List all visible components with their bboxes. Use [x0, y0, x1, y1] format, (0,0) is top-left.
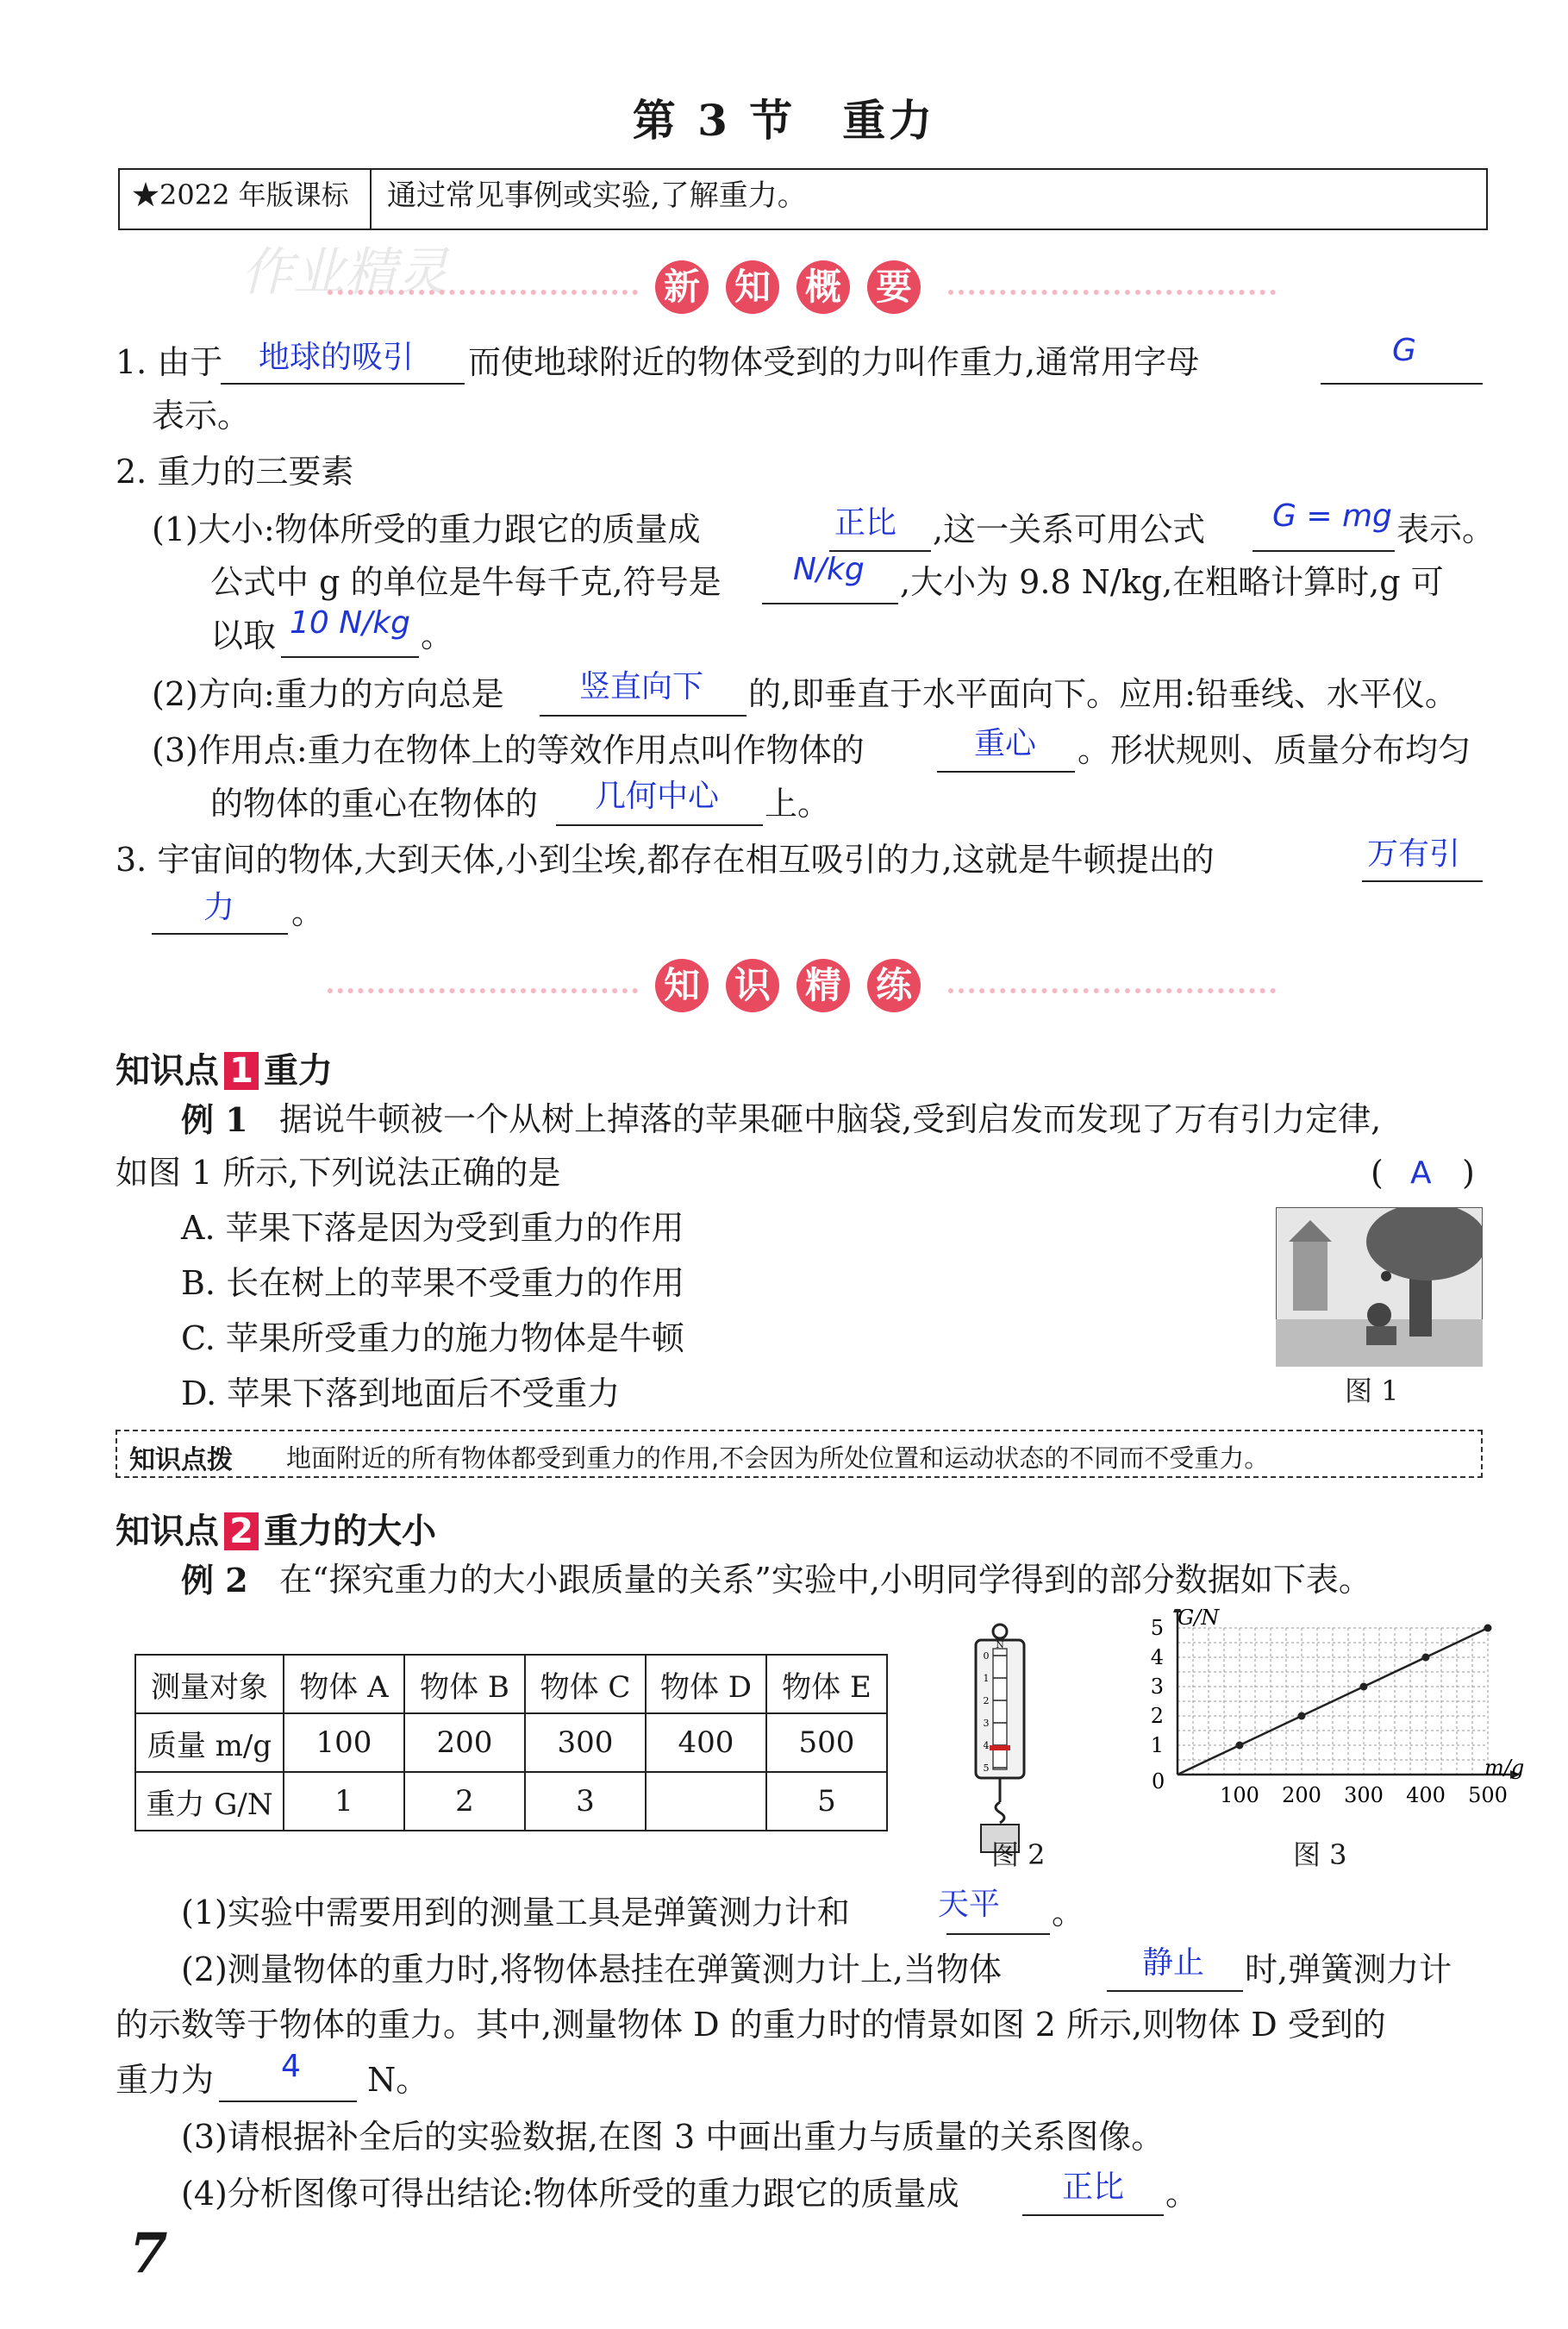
answer: 几何中心: [595, 779, 720, 814]
dots-left: [328, 290, 638, 295]
blank: [1362, 879, 1483, 882]
paren: (: [1371, 1154, 1384, 1192]
option: C. 苹果所受重力的施力物体是牛顿: [181, 1319, 684, 1357]
badge-char: 知: [726, 260, 779, 314]
kp-number: 2: [224, 1512, 259, 1550]
option: A. 苹果下落是因为受到重力的作用: [181, 1209, 684, 1247]
tip-box: [116, 1430, 1483, 1478]
badge-char: 概: [796, 260, 850, 314]
table-cell: 300: [525, 1713, 646, 1772]
kp-label: 知识点: [116, 1511, 219, 1551]
table-cell: 重力 G/N: [135, 1772, 284, 1831]
answer: G = mg: [1272, 498, 1392, 534]
question-text: (3)请根据补全后的实验数据,在图 3 中画出重力与质量的关系图像。: [181, 2118, 1165, 2156]
q2-text: 以取: [210, 617, 277, 654]
scale-tick-label: 3: [983, 1718, 990, 1729]
answer: N/kg: [793, 552, 865, 587]
kp-title: 重力: [264, 1050, 333, 1091]
scale-tick-label: 1: [983, 1673, 990, 1684]
answer: 竖直向下: [579, 669, 704, 704]
blank: [1107, 1988, 1243, 1992]
y-tick-label: 1: [1150, 1733, 1164, 1757]
x-tick-label: 500: [1468, 1783, 1508, 1807]
blank: [152, 931, 288, 935]
q1-text: 而使地球附近的物体受到的力叫作重力,通常用字母: [468, 343, 1200, 381]
data-point: [1360, 1683, 1368, 1691]
blank: [219, 2099, 357, 2102]
section-header-practice: [647, 959, 929, 1012]
q2-text: 上。: [765, 785, 831, 823]
x-tick-label: 100: [1220, 1783, 1259, 1807]
answer: 力: [203, 890, 235, 925]
dots-right: [948, 988, 1276, 993]
blank: [540, 713, 747, 717]
scale-tick-label: 2: [983, 1695, 990, 1706]
q1-text: 1. 由于: [116, 343, 223, 381]
standard-label: ★2022 年版课标: [132, 178, 349, 211]
watermark: 作业精灵: [241, 242, 448, 303]
table-cell: 质量 m/g: [135, 1713, 284, 1772]
badge-char: 新: [655, 260, 709, 314]
table-cell: 2: [404, 1772, 525, 1831]
gravity-mass-chart: [1129, 1609, 1534, 1825]
question-text: 。: [1052, 1894, 1085, 1931]
standard-divider: [370, 170, 372, 229]
badge-char: 知: [655, 959, 709, 1012]
page-title: 第 3 节 重力: [632, 95, 936, 146]
table-cell: 5: [766, 1772, 887, 1831]
scale-unit: N: [996, 1639, 1004, 1650]
q2-text: 。: [421, 617, 454, 654]
page-number: 7: [129, 2221, 168, 2286]
answer: 万有引: [1367, 836, 1461, 872]
paren: ): [1462, 1154, 1475, 1192]
answer: A: [1410, 1155, 1432, 1191]
table-row: [135, 1713, 887, 1772]
y-tick-label: 5: [1150, 1616, 1164, 1640]
option: D. 苹果下落到地面后不受重力: [181, 1374, 621, 1412]
dots-left: [328, 988, 638, 993]
kp-number: 1: [224, 1052, 259, 1090]
answer: 天平: [938, 1887, 1001, 1922]
figure-caption: 图 2: [991, 1838, 1046, 1871]
q3-text: 3. 宇宙间的物体,大到天体,小到尘埃,都存在相互吸引的力,这就是牛顿提出的: [116, 841, 1215, 879]
x-tick-label: 400: [1406, 1783, 1446, 1807]
q2-text: 的,即垂直于水平面向下。应用:铅垂线、水平仪。: [748, 675, 1458, 713]
question-text: (1)实验中需要用到的测量工具是弹簧测力计和: [181, 1894, 850, 1931]
blank: [762, 601, 898, 604]
tip-label: 知识点拨: [129, 1445, 233, 1475]
table-header-cell: 物体 B: [404, 1655, 525, 1713]
figure-caption: 图 1: [1345, 1374, 1399, 1407]
answer: 4: [281, 2049, 301, 2084]
y-axis-label: G/N: [1178, 1609, 1220, 1630]
q2-text: 的物体的重心在物体的: [210, 785, 539, 823]
question-text: (2)测量物体的重力时,将物体悬挂在弹簧测力计上,当物体: [181, 1950, 1002, 1988]
x-tick-label: 200: [1282, 1783, 1321, 1807]
table-header-cell: 物体 E: [766, 1655, 887, 1713]
data-point: [1298, 1712, 1306, 1720]
blank: [946, 1931, 1050, 1935]
blank: [1321, 381, 1483, 385]
question-text: 重力为: [116, 2061, 215, 2099]
table-header-cell: 物体 A: [284, 1655, 404, 1713]
q2-text: ,这一关系可用公式: [933, 510, 1206, 548]
blank: [937, 769, 1075, 773]
answer: 静止: [1142, 1945, 1205, 1981]
blank: [1022, 2213, 1164, 2216]
y-tick-label: 2: [1150, 1704, 1164, 1728]
y-tick-label: 4: [1150, 1645, 1164, 1669]
answer: 地球的吸引: [259, 340, 415, 375]
q2-heading: 2. 重力的三要素: [116, 453, 354, 491]
chart-series: [1178, 1625, 1492, 1775]
q2-text: ,大小为 9.8 N/kg,在粗略计算时,g 可: [900, 563, 1444, 601]
data-point: [1484, 1625, 1492, 1632]
knowledge-point-2: [116, 1504, 436, 1553]
newton-apple-illustration: [1276, 1207, 1483, 1367]
blank: [556, 823, 763, 826]
table-cell: 500: [766, 1713, 887, 1772]
question-text: 。: [1165, 2175, 1199, 2213]
data-point: [1236, 1742, 1244, 1750]
scale-tick-label: 4: [983, 1740, 990, 1751]
table-row: [135, 1655, 887, 1713]
badge-char: 练: [867, 959, 921, 1012]
standard-text: 通过常见事例或实验,了解重力。: [387, 178, 807, 213]
kp-label: 知识点: [116, 1050, 219, 1091]
badge-char: 要: [867, 260, 921, 314]
q2-text: (3)作用点:重力在物体上的等效作用点叫作物体的: [152, 731, 865, 769]
question-text: N。: [367, 2061, 429, 2099]
figure-caption: 图 3: [1293, 1838, 1347, 1871]
table-cell: 3: [525, 1772, 646, 1831]
blank: [221, 381, 465, 385]
answer: 正比: [834, 505, 897, 541]
scale-tick-label: 0: [983, 1650, 990, 1662]
table-cell: 400: [646, 1713, 766, 1772]
scale-pointer: [990, 1745, 1010, 1750]
data-table: [134, 1654, 888, 1831]
blank: [281, 654, 419, 658]
knowledge-point-1: [116, 1043, 333, 1093]
section-header-new-knowledge: [647, 260, 929, 314]
q2-text: 。形状规则、质量分布均匀: [1078, 731, 1471, 769]
q1-text: 表示。: [152, 397, 251, 435]
table-cell: 200: [404, 1713, 525, 1772]
spring-scale-illustration: [957, 1621, 1060, 1854]
q2-text: 表示。: [1396, 510, 1496, 548]
y-tick-label: 3: [1150, 1675, 1164, 1699]
example-text: 如图 1 所示,下列说法正确的是: [116, 1154, 561, 1192]
badge-char: 识: [726, 959, 779, 1012]
x-axis-label: m/g: [1484, 1756, 1525, 1780]
data-point: [1422, 1654, 1430, 1662]
q2-text: 公式中 g 的单位是牛每千克,符号是: [210, 563, 722, 601]
table-cell: 1: [284, 1772, 404, 1831]
badge-char: 精: [796, 959, 850, 1012]
q3-text: 。: [291, 893, 325, 931]
origin-label: 0: [1152, 1769, 1165, 1794]
table-cell: 100: [284, 1713, 404, 1772]
question-text: 的示数等于物体的重力。其中,测量物体 D 的重力时的情景如图 2 所示,则物体 D 受到的: [116, 2006, 1386, 2044]
answer: 正比: [1062, 2169, 1125, 2205]
tip-text: 地面附近的所有物体都受到重力的作用,不会因为所处位置和运动状态的不同而不受重力。: [286, 1443, 1270, 1473]
table-header-cell: 物体 D: [646, 1655, 766, 1713]
dots-right: [948, 290, 1276, 295]
table-row: [135, 1772, 887, 1831]
blank: [1253, 548, 1395, 552]
example-text: 据说牛顿被一个从树上掉落的苹果砸中脑袋,受到启发而发现了万有引力定律,: [279, 1100, 1382, 1138]
option: B. 长在树上的苹果不受重力的作用: [181, 1264, 685, 1302]
example-text: 在“探究重力的大小跟质量的关系”实验中,小明同学得到的部分数据如下表。: [279, 1561, 1371, 1599]
question-text: (4)分析图像可得出结论:物体所受的重力跟它的质量成: [181, 2175, 959, 2213]
table-cell: [646, 1772, 766, 1831]
answer: 10 N/kg: [290, 605, 411, 641]
scale-tick-label: 5: [983, 1762, 990, 1774]
table-header-cell: 物体 C: [525, 1655, 646, 1713]
answer: G: [1392, 333, 1416, 368]
kp-title: 重力的大小: [264, 1511, 436, 1551]
example-label: 例 1: [181, 1100, 248, 1139]
x-tick-label: 300: [1344, 1783, 1384, 1807]
q2-text: (1)大小:物体所受的重力跟它的质量成: [152, 510, 701, 548]
example-label: 例 2: [181, 1561, 248, 1600]
standard-box: [118, 168, 1488, 230]
q2-text: (2)方向:重力的方向总是: [152, 675, 504, 713]
table-header-cell: 测量对象: [135, 1655, 284, 1713]
question-text: 时,弹簧测力计: [1245, 1950, 1452, 1988]
answer: 重心: [974, 726, 1037, 761]
